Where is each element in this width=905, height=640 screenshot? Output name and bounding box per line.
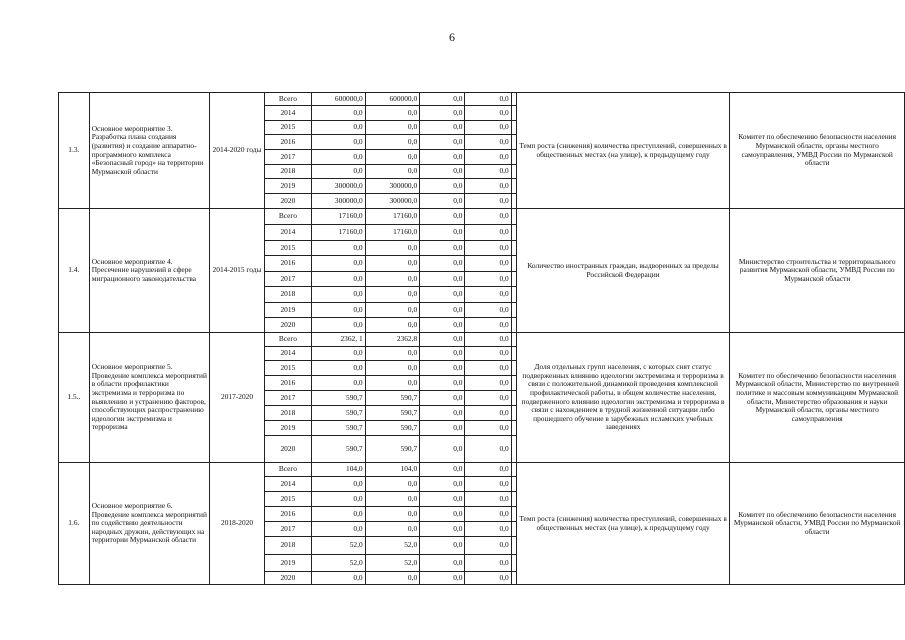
total-cell: 300000,0 (312, 179, 366, 194)
year-cell: 2014 (264, 225, 311, 241)
indicator: Темп роста (снижения) количества преступлений, совершенных в общественных местах (на улице), к предыдущему году (516, 463, 730, 585)
regional-budget-cell: 0,0 (365, 361, 420, 376)
other-sources-cell: 0,0 (465, 194, 511, 209)
spacer-cell (511, 165, 516, 179)
regional-budget-cell: 17160,0 (365, 225, 420, 241)
executors: Министерство строительства и территориального развития Мурманской области, УМВД России по Мурманской области (730, 209, 905, 333)
year-cell: Всего (264, 463, 311, 477)
total-cell: 0,0 (312, 318, 366, 333)
other-sources-cell: 0,0 (465, 522, 511, 537)
indicator: Темп роста (снижения) количества преступлений, совершенных в общественных местах (на улице), к предыдущему году (516, 93, 730, 209)
federal-budget-cell: 0,0 (420, 376, 465, 391)
year-cell: 2014 (264, 106, 311, 121)
regional-budget-cell: 52,0 (365, 555, 420, 572)
regional-budget-cell: 590,7 (365, 421, 420, 436)
other-sources-cell: 0,0 (465, 272, 511, 287)
other-sources-cell: 0,0 (465, 421, 511, 436)
regional-budget-cell: 300000,0 (365, 179, 420, 194)
other-sources-cell: 0,0 (465, 121, 511, 135)
other-sources-cell: 0,0 (465, 106, 511, 121)
federal-budget-cell: 0,0 (420, 463, 465, 477)
regional-budget-cell: 590,7 (365, 406, 420, 421)
federal-budget-cell: 0,0 (420, 106, 465, 121)
regional-budget-cell: 0,0 (365, 477, 420, 492)
regional-budget-cell: 0,0 (365, 165, 420, 179)
year-cell: 2020 (264, 318, 311, 333)
total-cell: 0,0 (312, 241, 366, 256)
spacer-cell (511, 492, 516, 507)
year-cell: 2015 (264, 492, 311, 507)
regional-budget-cell: 2362,8 (365, 333, 420, 347)
regional-budget-cell: 0,0 (365, 507, 420, 522)
other-sources-cell: 0,0 (465, 376, 511, 391)
total-cell: 0,0 (312, 150, 366, 165)
regional-budget-cell: 0,0 (365, 347, 420, 361)
year-cell: 2020 (264, 572, 311, 585)
total-cell: 300000,0 (312, 194, 366, 209)
spacer-cell (511, 421, 516, 436)
federal-budget-cell: 0,0 (420, 93, 465, 106)
table-row (59, 209, 905, 225)
federal-budget-cell: 0,0 (420, 522, 465, 537)
regional-budget-cell: 52,0 (365, 537, 420, 555)
regional-budget-cell: 0,0 (365, 256, 420, 272)
spacer-cell (511, 477, 516, 492)
period: 2018-2020 (210, 463, 264, 585)
activity-name: Основное мероприятие 3. Разработка плана создания (развития) и создание аппаратно-программного комплекса «Безопасный город» на территории Мурманской области (89, 93, 210, 209)
other-sources-cell: 0,0 (465, 537, 511, 555)
total-cell: 0,0 (312, 135, 366, 150)
federal-budget-cell: 0,0 (420, 135, 465, 150)
total-cell: 0,0 (312, 121, 366, 135)
year-cell: Всего (264, 209, 311, 225)
table-row (59, 333, 905, 347)
regional-budget-cell: 0,0 (365, 303, 420, 318)
regional-budget-cell: 590,7 (365, 391, 420, 406)
spacer-cell (511, 406, 516, 421)
activity-name: Основное мероприятие 6. Проведение комплекса мероприятий по содействию деятельности народных дружин, действующих на территории Мурманской области (89, 463, 210, 585)
total-cell: 590,7 (312, 406, 366, 421)
total-cell: 0,0 (312, 477, 366, 492)
other-sources-cell: 0,0 (465, 492, 511, 507)
other-sources-cell: 0,0 (465, 333, 511, 347)
other-sources-cell: 0,0 (465, 406, 511, 421)
spacer-cell (511, 287, 516, 303)
federal-budget-cell: 0,0 (420, 361, 465, 376)
year-cell: Всего (264, 333, 311, 347)
federal-budget-cell: 0,0 (420, 537, 465, 555)
total-cell: 52,0 (312, 537, 366, 555)
spacer-cell (511, 303, 516, 318)
federal-budget-cell: 0,0 (420, 272, 465, 287)
item-number: 1.6. (59, 463, 90, 585)
spacer-cell (511, 194, 516, 209)
year-cell: 2017 (264, 272, 311, 287)
year-cell: 2015 (264, 361, 311, 376)
program-table (58, 92, 905, 585)
federal-budget-cell: 0,0 (420, 165, 465, 179)
other-sources-cell: 0,0 (465, 347, 511, 361)
total-cell: 590,7 (312, 421, 366, 436)
regional-budget-cell: 0,0 (365, 287, 420, 303)
federal-budget-cell: 0,0 (420, 194, 465, 209)
activity-name: Основное мероприятие 4. Пресечение нарушений в сфере миграционного законодательства (89, 209, 210, 333)
year-cell: 2019 (264, 421, 311, 436)
spacer-cell (511, 121, 516, 135)
total-cell: 590,7 (312, 391, 366, 406)
indicator: Количество иностранных граждан, выдворенных за пределы Российской Федерации (516, 209, 730, 333)
spacer-cell (511, 256, 516, 272)
year-cell: 2014 (264, 347, 311, 361)
spacer-cell (511, 272, 516, 287)
total-cell: 590,7 (312, 436, 366, 463)
item-number: 1.5.. (59, 333, 90, 463)
total-cell: 17160,0 (312, 225, 366, 241)
federal-budget-cell: 0,0 (420, 333, 465, 347)
federal-budget-cell: 0,0 (420, 256, 465, 272)
federal-budget-cell: 0,0 (420, 406, 465, 421)
regional-budget-cell: 300000,0 (365, 194, 420, 209)
other-sources-cell: 0,0 (465, 209, 511, 225)
federal-budget-cell: 0,0 (420, 121, 465, 135)
year-cell: 2020 (264, 194, 311, 209)
table-row (59, 93, 905, 106)
year-cell: 2018 (264, 287, 311, 303)
other-sources-cell: 0,0 (465, 572, 511, 585)
total-cell: 52,0 (312, 555, 366, 572)
table-row (59, 463, 905, 477)
spacer-cell (511, 522, 516, 537)
spacer-cell (511, 241, 516, 256)
total-cell: 0,0 (312, 303, 366, 318)
year-cell: 2016 (264, 507, 311, 522)
total-cell: 600000,0 (312, 93, 366, 106)
year-cell: 2015 (264, 241, 311, 256)
federal-budget-cell: 0,0 (420, 150, 465, 165)
federal-budget-cell: 0,0 (420, 421, 465, 436)
total-cell: 0,0 (312, 106, 366, 121)
federal-budget-cell: 0,0 (420, 287, 465, 303)
other-sources-cell: 0,0 (465, 555, 511, 572)
total-cell: 104,0 (312, 463, 366, 477)
total-cell: 0,0 (312, 165, 366, 179)
other-sources-cell: 0,0 (465, 318, 511, 333)
year-cell: 2015 (264, 121, 311, 135)
year-cell: 2019 (264, 179, 311, 194)
other-sources-cell: 0,0 (465, 179, 511, 194)
federal-budget-cell: 0,0 (420, 391, 465, 406)
period: 2014-2020 годы (210, 93, 264, 209)
year-cell: 2017 (264, 522, 311, 537)
other-sources-cell: 0,0 (465, 150, 511, 165)
other-sources-cell: 0,0 (465, 225, 511, 241)
spacer-cell (511, 225, 516, 241)
regional-budget-cell: 0,0 (365, 572, 420, 585)
regional-budget-cell: 0,0 (365, 121, 420, 135)
federal-budget-cell: 0,0 (420, 303, 465, 318)
total-cell: 0,0 (312, 287, 366, 303)
other-sources-cell: 0,0 (465, 507, 511, 522)
regional-budget-cell: 0,0 (365, 106, 420, 121)
spacer-cell (511, 135, 516, 150)
total-cell: 0,0 (312, 522, 366, 537)
total-cell: 0,0 (312, 347, 366, 361)
spacer-cell (511, 150, 516, 165)
regional-budget-cell: 0,0 (365, 241, 420, 256)
regional-budget-cell: 0,0 (365, 135, 420, 150)
total-cell: 0,0 (312, 272, 366, 287)
federal-budget-cell: 0,0 (420, 507, 465, 522)
other-sources-cell: 0,0 (465, 135, 511, 150)
spacer-cell (511, 179, 516, 194)
other-sources-cell: 0,0 (465, 256, 511, 272)
regional-budget-cell: 104,0 (365, 463, 420, 477)
regional-budget-cell: 0,0 (365, 318, 420, 333)
federal-budget-cell: 0,0 (420, 347, 465, 361)
federal-budget-cell: 0,0 (420, 318, 465, 333)
activity-name: Основное мероприятие 5. Проведение комплекса мероприятий в области профилактики экстремизма и терроризма по выявлению и устранению факторов, способствующих распространению идеологии экстремизма и терроризма (89, 333, 210, 463)
period: 2017-2020 (210, 333, 264, 463)
year-cell: 2019 (264, 555, 311, 572)
spacer-cell (511, 361, 516, 376)
regional-budget-cell: 0,0 (365, 272, 420, 287)
other-sources-cell: 0,0 (465, 241, 511, 256)
spacer-cell (511, 436, 516, 463)
regional-budget-cell: 600000,0 (365, 93, 420, 106)
spacer-cell (511, 537, 516, 555)
executors: Комитет по обеспечению безопасности населения Мурманской области, органы местного самоуправления, УМВД России по Мурманской области (730, 93, 905, 209)
indicator: Доля отдельных групп населения, с которых снят статус подверженных влиянию идеологии экстремизма и терроризма в связи с положительной динамикой проведения комплексной профилактической работы, в общем количестве населения, подверженного влиянию идеологии экстремизма и терроризма в связи с нахождением в трудной жизненной ситуации либо прошедшего обучение в зарубежных исламских учебных заведениях (516, 333, 730, 463)
other-sources-cell: 0,0 (465, 436, 511, 463)
total-cell: 0,0 (312, 376, 366, 391)
regional-budget-cell: 0,0 (365, 492, 420, 507)
total-cell: 0,0 (312, 361, 366, 376)
year-cell: 2019 (264, 303, 311, 318)
federal-budget-cell: 0,0 (420, 436, 465, 463)
year-cell: 2017 (264, 150, 311, 165)
year-cell: 2018 (264, 537, 311, 555)
spacer-cell (511, 376, 516, 391)
executors: Комитет по обеспечению безопасности населения Мурманской области, УМВД России по Мурманской области (730, 463, 905, 585)
table-body (59, 93, 905, 585)
spacer-cell (511, 106, 516, 121)
regional-budget-cell: 0,0 (365, 376, 420, 391)
spacer-cell (511, 555, 516, 572)
other-sources-cell: 0,0 (465, 391, 511, 406)
total-cell: 2362, 1 (312, 333, 366, 347)
federal-budget-cell: 0,0 (420, 179, 465, 194)
spacer-cell (511, 347, 516, 361)
period: 2014-2015 годы (210, 209, 264, 333)
other-sources-cell: 0,0 (465, 93, 511, 106)
total-cell: 0,0 (312, 492, 366, 507)
regional-budget-cell: 0,0 (365, 522, 420, 537)
year-cell: 2020 (264, 436, 311, 463)
federal-budget-cell: 0,0 (420, 477, 465, 492)
item-number: 1.4. (59, 209, 90, 333)
federal-budget-cell: 0,0 (420, 572, 465, 585)
regional-budget-cell: 17160,0 (365, 209, 420, 225)
spacer-cell (511, 391, 516, 406)
other-sources-cell: 0,0 (465, 463, 511, 477)
year-cell: 2016 (264, 376, 311, 391)
year-cell: 2018 (264, 165, 311, 179)
spacer-cell (511, 318, 516, 333)
executors: Комитет по обеспечению безопасности населения Мурманской области, Министерство по внутренней политике и массовым коммуникациям Мурманской области, Министерство образования и науки Мурманской области, органы местного самоуправления (730, 333, 905, 463)
year-cell: Всего (264, 93, 311, 106)
federal-budget-cell: 0,0 (420, 492, 465, 507)
federal-budget-cell: 0,0 (420, 555, 465, 572)
year-cell: 2014 (264, 477, 311, 492)
spacer-cell (511, 507, 516, 522)
other-sources-cell: 0,0 (465, 287, 511, 303)
spacer-cell (511, 572, 516, 585)
other-sources-cell: 0,0 (465, 361, 511, 376)
year-cell: 2018 (264, 406, 311, 421)
year-cell: 2017 (264, 391, 311, 406)
year-cell: 2016 (264, 135, 311, 150)
total-cell: 0,0 (312, 572, 366, 585)
total-cell: 17160,0 (312, 209, 366, 225)
federal-budget-cell: 0,0 (420, 209, 465, 225)
item-number: 1.3. (59, 93, 90, 209)
federal-budget-cell: 0,0 (420, 241, 465, 256)
federal-budget-cell: 0,0 (420, 225, 465, 241)
total-cell: 0,0 (312, 256, 366, 272)
other-sources-cell: 0,0 (465, 303, 511, 318)
regional-budget-cell: 590,7 (365, 436, 420, 463)
regional-budget-cell: 0,0 (365, 150, 420, 165)
total-cell: 0,0 (312, 507, 366, 522)
other-sources-cell: 0,0 (465, 165, 511, 179)
other-sources-cell: 0,0 (465, 477, 511, 492)
page-number: 6 (449, 30, 455, 44)
year-cell: 2016 (264, 256, 311, 272)
